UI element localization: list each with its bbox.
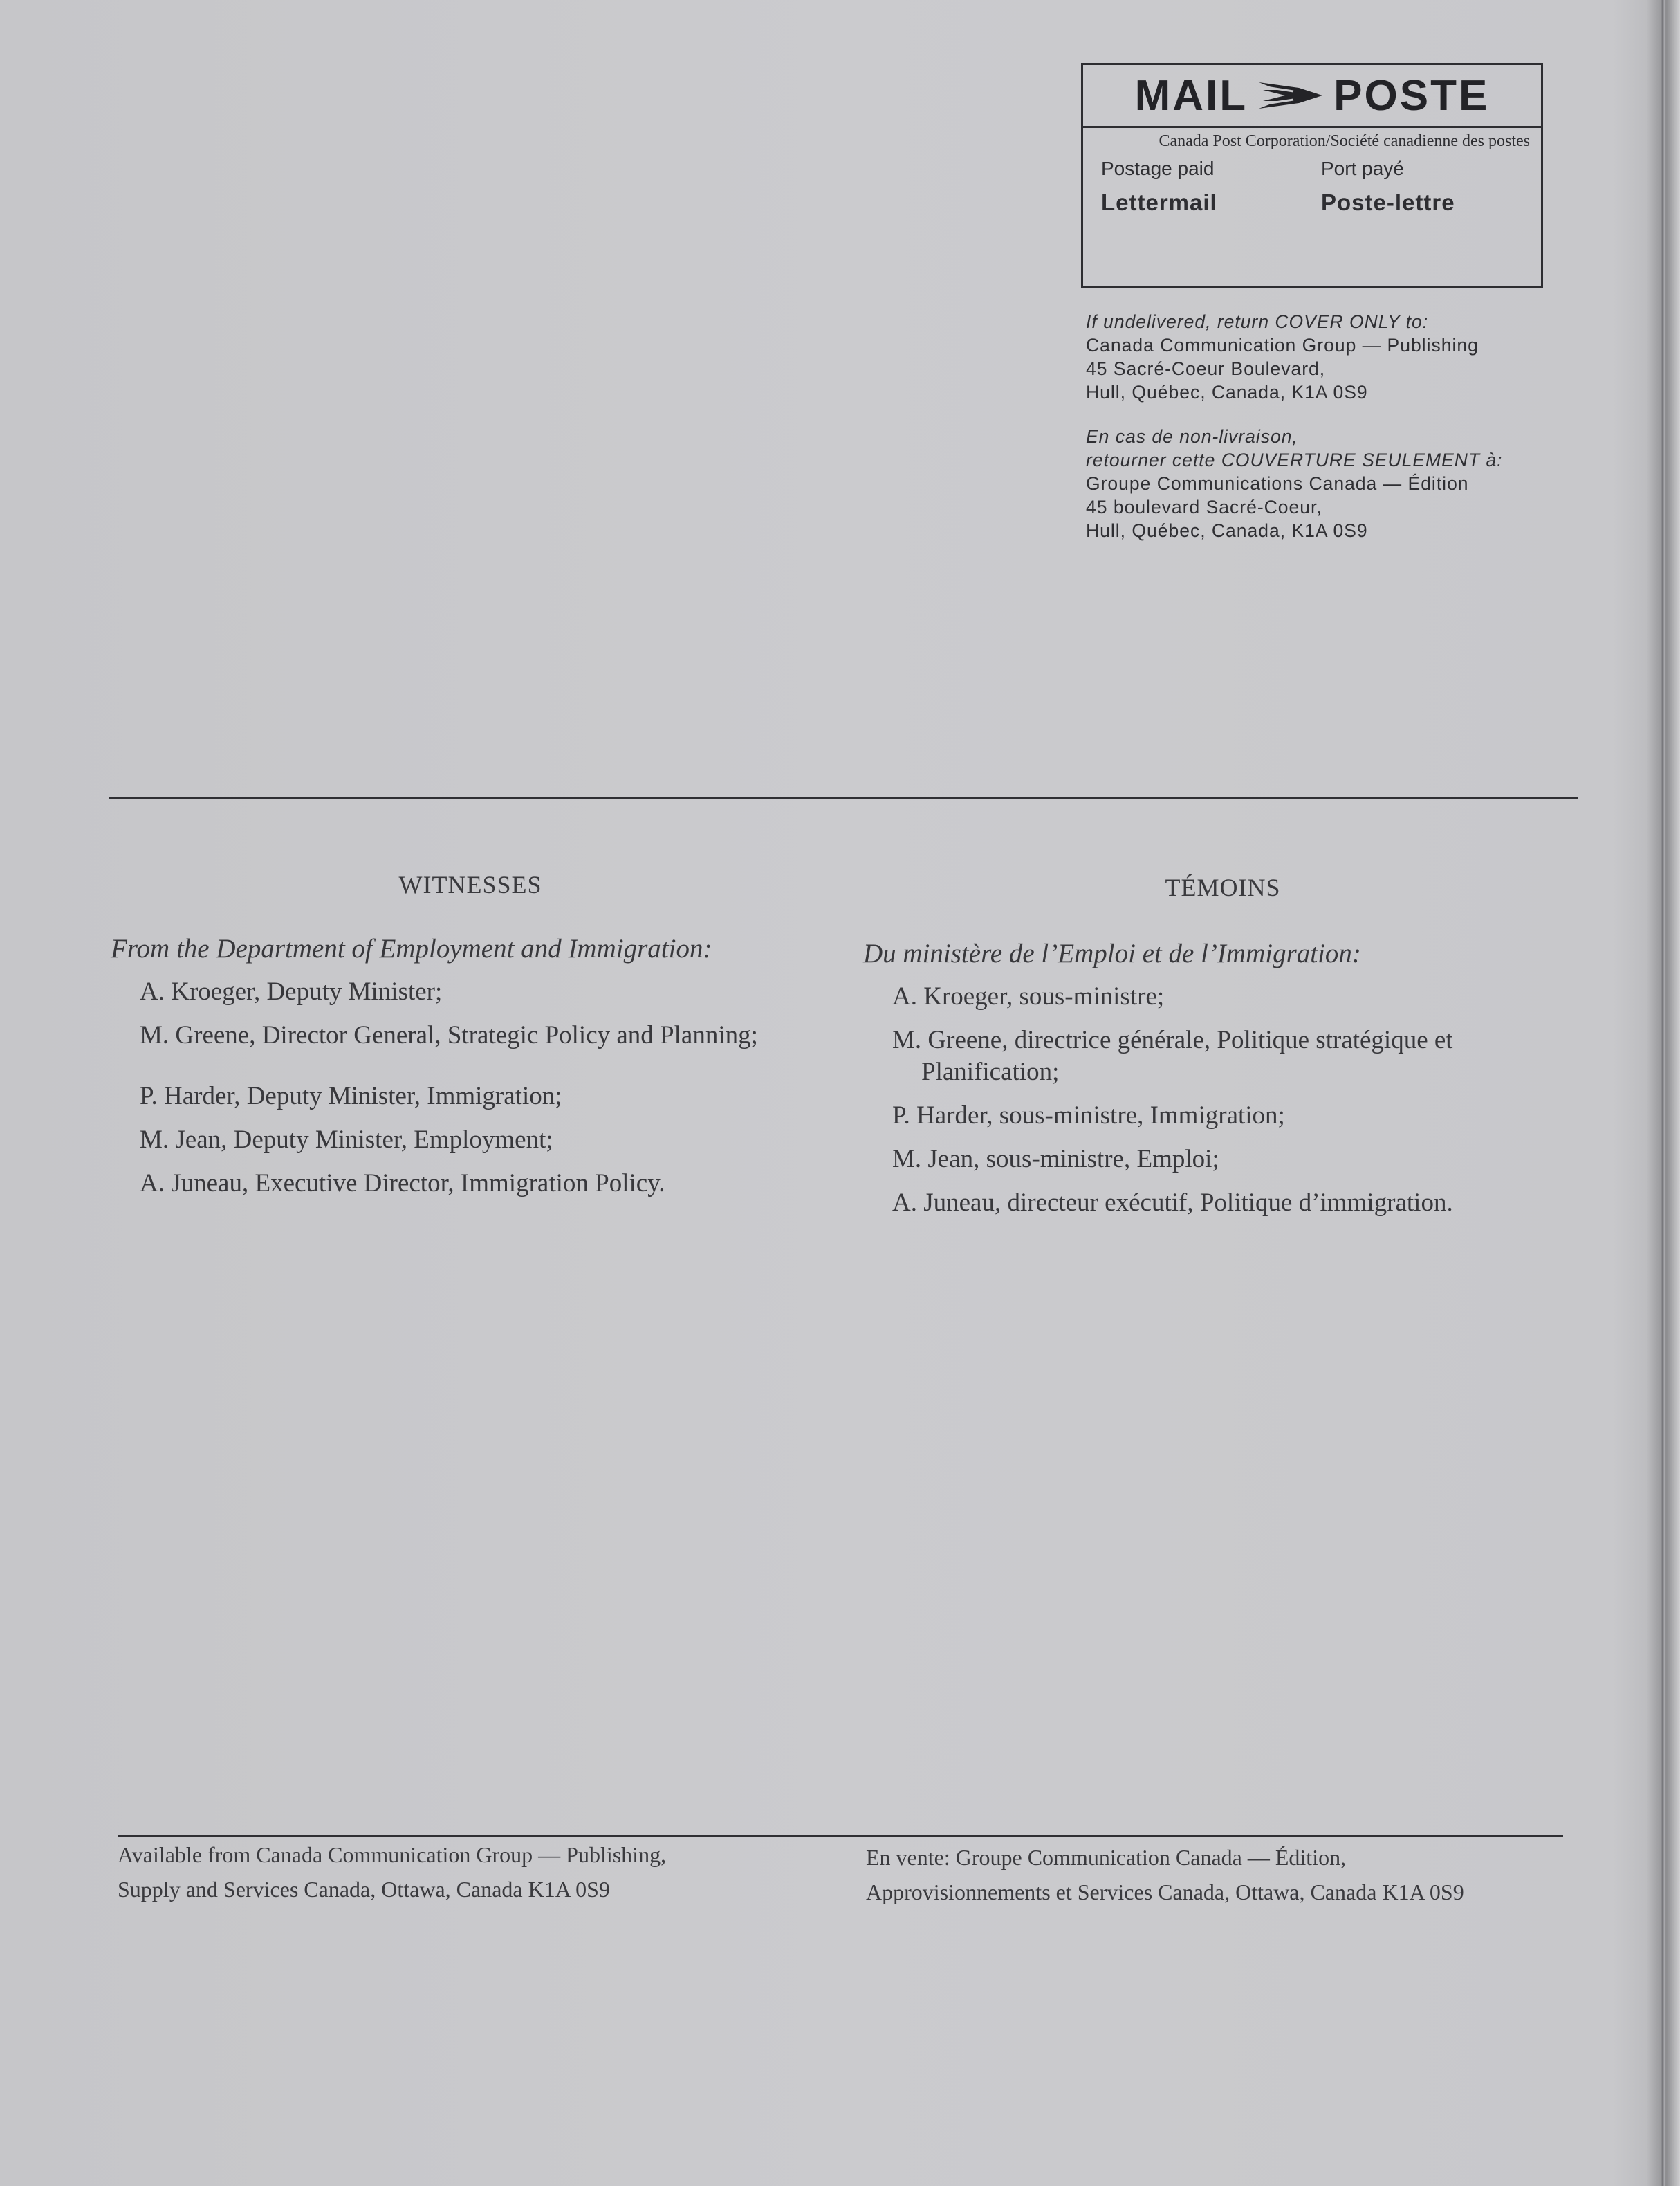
availability-en [118, 1837, 666, 1907]
witness-item: A. Juneau, directeur exécutif, Politique d’immigration. [892, 1188, 1453, 1217]
page-edge [1661, 0, 1665, 2186]
witness-item: A. Juneau, Executive Director, Immigration Policy. [140, 1169, 665, 1197]
canada-post-wing-icon [1257, 78, 1324, 113]
witness-item: M. Greene, directrice générale, Politique stratégique et Planification; [892, 1026, 1453, 1086]
witness-item: P. Harder, Deputy Minister, Immigration; [140, 1082, 562, 1110]
return-line: 45 Sacré-Coeur Boulevard, [1086, 358, 1326, 379]
temoins-heading: TÉMOINS [1165, 874, 1281, 901]
witnesses-fr [863, 938, 1589, 1231]
witnesses-intro: From the Department of Employment and Immigration: [111, 934, 712, 964]
poste-label: POSTE [1333, 71, 1490, 120]
return-line: 45 boulevard Sacré-Coeur, [1086, 497, 1322, 517]
footer-divider [118, 1835, 1563, 1837]
witness-item: M. Jean, sous-ministre, Emploi; [892, 1145, 1219, 1173]
return-line: Hull, Québec, Canada, K1A 0S9 [1086, 520, 1368, 541]
witness-item: M. Greene, Director General, Strategic Policy and Planning; [140, 1021, 758, 1049]
mail-label: MAIL [1134, 71, 1248, 120]
witness-item: M. Jean, Deputy Minister, Employment; [140, 1126, 553, 1154]
return-line: Canada Communication Group — Publishing [1086, 335, 1479, 356]
section-divider [109, 797, 1578, 799]
return-line: Hull, Québec, Canada, K1A 0S9 [1086, 382, 1368, 403]
mail-poste-logo [1083, 65, 1541, 128]
return-instruction: retourner cette COUVERTURE SEULEMENT à: [1086, 450, 1503, 470]
witnesses-intro: Du ministère de l’Emploi et de l’Immigration: [863, 939, 1361, 968]
availability-line: Approvisionnements et Services Canada, Ottawa, Canada K1A 0S9 [866, 1880, 1464, 1904]
witness-item: P. Harder, sous-ministre, Immigration; [892, 1101, 1285, 1130]
return-instruction: If undelivered, return COVER ONLY to: [1086, 311, 1429, 332]
corporation-name: Canada Post Corporation/Société canadienne des postes [1159, 132, 1530, 150]
poste-lettre-label: Poste-lettre [1321, 190, 1455, 215]
witnesses-heading: WITNESSES [398, 871, 542, 899]
return-line: Groupe Communications Canada — Édition [1086, 473, 1469, 494]
return-address-fr [1086, 425, 1503, 542]
postage-indicia [1081, 63, 1543, 288]
witness-item: A. Kroeger, Deputy Minister; [140, 977, 443, 1006]
witnesses-en [111, 933, 858, 1211]
availability-line: En vente: Groupe Communication Canada — Édition, [866, 1845, 1347, 1870]
return-address-en [1086, 310, 1479, 404]
lettermail-label: Lettermail [1101, 190, 1217, 215]
lettermail-row [1083, 190, 1541, 216]
return-instruction: En cas de non-livraison, [1086, 426, 1298, 447]
postage-paid-label: Postage paid [1101, 158, 1215, 179]
postage-paid-row [1083, 158, 1541, 180]
port-paye-label: Port payé [1321, 158, 1404, 179]
availability-fr [866, 1840, 1464, 1909]
availability-line: Available from Canada Communication Group — Publishing, [118, 1842, 667, 1867]
availability-line: Supply and Services Canada, Ottawa, Canada K1A 0S9 [118, 1877, 610, 1902]
witness-item: A. Kroeger, sous-ministre; [892, 982, 1165, 1011]
